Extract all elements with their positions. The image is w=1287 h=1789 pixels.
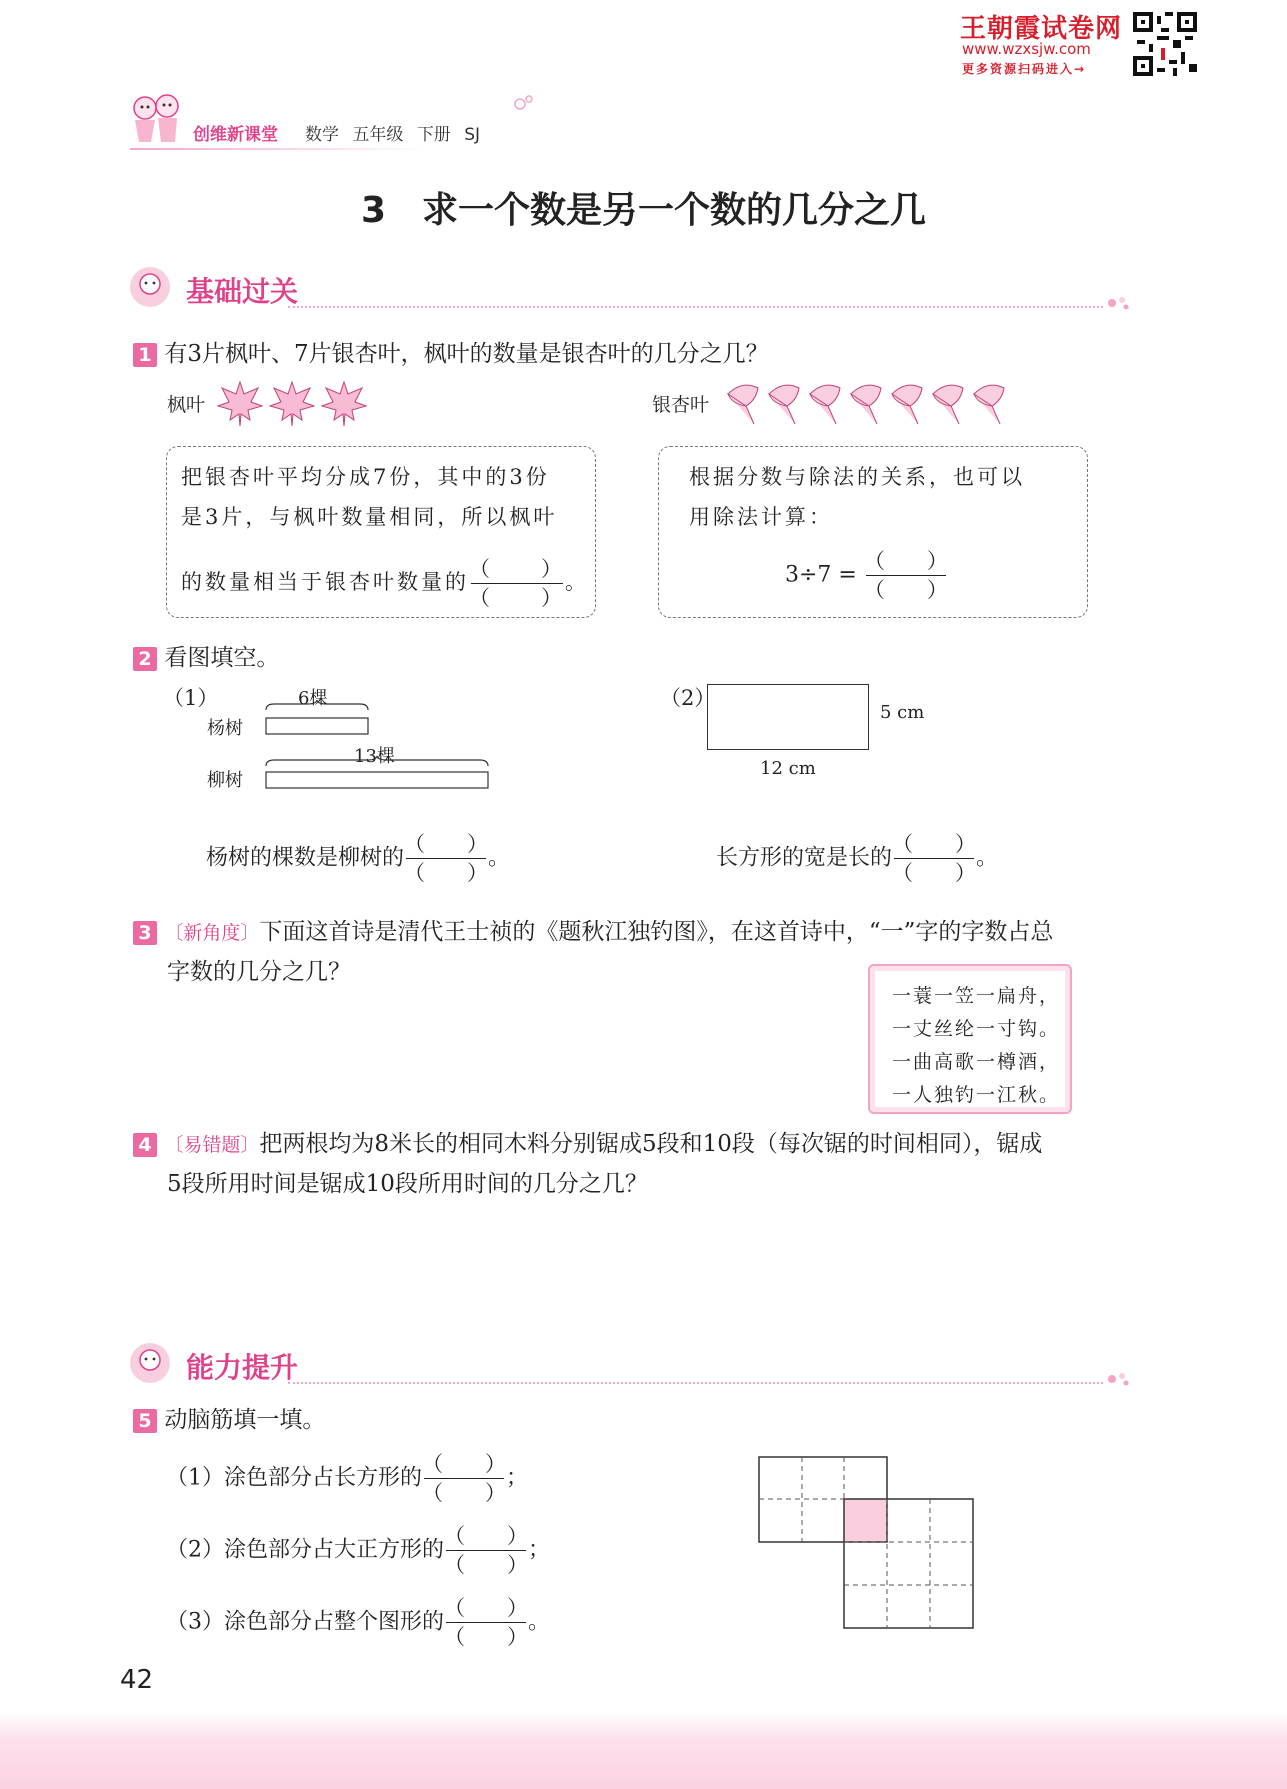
series-name: 创维新课堂 [193, 125, 278, 145]
page-title: 3 求一个数是另一个数的几分之几 [360, 190, 927, 231]
shaded-cell [844, 1499, 887, 1542]
q2-answer1 [206, 830, 510, 887]
q5-stem [133, 1400, 325, 1440]
punct: 。 [528, 1609, 551, 1635]
rectangle-figure [707, 684, 869, 750]
q1-right-expression [785, 547, 948, 604]
section-divider [288, 306, 1103, 308]
q2-answer2-fraction[interactable] [892, 830, 976, 887]
header-rule [130, 148, 430, 150]
section-advanced-title: 能力提升 [186, 1351, 299, 1384]
edition: SJ [464, 125, 481, 145]
q5-item-2-text: （2）涂色部分占大正方形的 [166, 1537, 444, 1563]
q1-number: 1 [133, 343, 157, 367]
q4-stem [133, 1124, 1133, 1165]
brand-title: 王朝霞试卷网 [960, 14, 1123, 44]
q5-item-1-text: （1）涂色部分占长方形的 [166, 1465, 422, 1491]
ginkgo-leaf-icon [728, 385, 758, 424]
poem-lines [892, 980, 1060, 1112]
period: 。 [565, 570, 589, 594]
ginkgo-leaf-icon [769, 385, 799, 424]
denominator-blank[interactable]: （ ） [444, 1553, 528, 1577]
q2-text: 看图填空。 [164, 645, 280, 671]
q1-text: 有3片枫叶、7片银杏叶，枫叶的数量是银杏叶的几分之几？ [164, 341, 769, 367]
q2-answer2 [716, 830, 998, 887]
q2-part2-label: （2） [660, 686, 716, 710]
brand-scan-hint: 更多资源扫码进入→ [962, 62, 1087, 76]
dots-icon [1106, 294, 1132, 312]
poplar-count: 6棵 [298, 688, 328, 709]
ginkgo-leaf-icon [892, 385, 922, 424]
q2-answer1-fraction[interactable] [404, 830, 488, 887]
q2-number: 2 [133, 647, 157, 671]
willow-label: 柳树 [207, 770, 243, 791]
numerator-blank[interactable]: （ ） [892, 832, 977, 856]
denominator-blank[interactable]: （ ） [444, 1625, 528, 1649]
q5-item-1-fraction[interactable] [422, 1450, 506, 1507]
q5-grid-figure [758, 1456, 980, 1632]
q4-number: 4 [133, 1133, 157, 1157]
q1-left-answer-fraction[interactable] [469, 555, 565, 612]
rect-width-label: 5 cm [880, 702, 925, 723]
footer-band [0, 1712, 1287, 1789]
q1-left-line1: 把银杏叶平均分成7份，其中的3份 [181, 465, 550, 489]
q1-stem [133, 334, 769, 374]
sparkle-icon [512, 92, 536, 114]
rect-length-label: 12 cm [760, 758, 816, 779]
q1-hint-box-left [166, 446, 596, 618]
numerator-blank[interactable]: （ ） [404, 832, 489, 856]
q4-tag: 〔易错题〕 [164, 1134, 260, 1156]
q1-right-answer-fraction[interactable] [864, 547, 948, 604]
section-advanced-header [128, 1340, 1130, 1388]
q5-item-3-fraction[interactable] [444, 1594, 528, 1651]
numerator-blank[interactable]: （ ） [863, 549, 948, 573]
brand-url[interactable]: www.wzxsjw.com [962, 40, 1091, 58]
q3-number: 3 [133, 921, 157, 945]
denominator-blank[interactable]: （ ） [404, 861, 489, 885]
denominator-blank[interactable]: （ ） [469, 586, 565, 610]
numerator-blank[interactable]: （ ） [469, 557, 565, 581]
grade: 五年级 [352, 125, 404, 145]
ginkgo-leaf-icon [933, 385, 963, 424]
q1-hint-box-right [658, 446, 1088, 618]
q5-text: 动脑筋填一填。 [164, 1407, 326, 1433]
numerator-blank[interactable]: （ ） [422, 1452, 506, 1476]
maple-label: 枫叶 [167, 394, 206, 416]
denominator-blank[interactable]: （ ） [863, 578, 948, 602]
section-badge-icon [128, 1340, 176, 1386]
q1-right-line2: 用除法计算： [689, 505, 833, 529]
q2-part1-label: （1） [163, 686, 219, 710]
denominator-blank[interactable]: （ ） [892, 861, 977, 885]
period: 。 [976, 845, 999, 871]
q3-stem [133, 912, 1133, 953]
q4-line1: 把两根均为8米长的相同木料分别锯成5段和10段（每次锯的时间相同），锯成 [259, 1131, 1043, 1157]
period: 。 [488, 845, 511, 871]
ginkgo-leaf-icon [810, 385, 840, 424]
q1-left-line3-text: 的数量相当于银杏叶数量的 [181, 570, 469, 594]
q5-item-1 [166, 1450, 528, 1507]
maple-leaf-icon [270, 382, 314, 426]
poem-card [868, 964, 1072, 1114]
q2-stem [133, 638, 279, 678]
dots-icon [1106, 1370, 1132, 1388]
q1-left-line3 [181, 555, 589, 612]
maple-leaf-icon [218, 382, 262, 426]
q1-right-line1: 根据分数与除法的关系，也可以 [689, 465, 1025, 489]
section-basic-title: 基础过关 [186, 275, 299, 308]
ginkgo-leaves [720, 378, 1020, 430]
q2-answer1-text: 杨树的棵数是柳树的 [206, 845, 405, 871]
section-basic-header [128, 264, 1130, 312]
ginkgo-leaf-icon [974, 385, 1004, 424]
q3-line2: 字数的几分之几？ [167, 959, 351, 985]
numerator-blank[interactable]: （ ） [444, 1524, 528, 1548]
poplar-label: 杨树 [207, 718, 243, 739]
maple-leaves [214, 380, 374, 428]
poem-line-4: 一人独钓一江秋。 [892, 1084, 1061, 1106]
tree-count-braces [260, 700, 500, 796]
q5-item-3 [166, 1594, 550, 1651]
poem-line-2: 一丈丝纶一寸钩。 [892, 1018, 1061, 1040]
q5-number: 5 [133, 1409, 157, 1433]
punct: ； [506, 1465, 529, 1491]
kids-mascot-icon [125, 90, 190, 150]
maple-leaf-icon [322, 382, 366, 426]
poem-line-1: 一蓑一笠一扁舟， [892, 985, 1061, 1007]
qr-code-icon[interactable] [1133, 12, 1197, 76]
q2-answer2-text: 长方形的宽是长的 [716, 845, 893, 871]
section-badge-icon [128, 264, 176, 310]
denominator-blank[interactable]: （ ） [422, 1481, 506, 1505]
q5-item-2 [166, 1522, 550, 1579]
subject: 数学 [305, 125, 339, 145]
q4-line2: 5段所用时间是锯成10段所用时间的几分之几？ [167, 1171, 648, 1197]
volume: 下册 [416, 125, 451, 145]
division-expression: 3÷7 = [785, 562, 857, 588]
poem-line-3: 一曲高歌一樽酒， [892, 1051, 1061, 1073]
q5-item-2-fraction[interactable] [444, 1522, 528, 1579]
ginkgo-leaf-icon [851, 385, 881, 424]
book-info [305, 120, 488, 145]
numerator-blank[interactable]: （ ） [444, 1596, 528, 1620]
willow-count: 13棵 [354, 746, 395, 767]
q3-line1: 下面这首诗是清代王士祯的《题秋江独钓图》，在这首诗中，“一”字的字数占总 [259, 919, 1054, 945]
q3-tag: 〔新角度〕 [164, 922, 260, 944]
page-number: 42 [120, 1665, 154, 1695]
ginkgo-label: 银杏叶 [652, 394, 710, 416]
punct: ； [528, 1537, 551, 1563]
q1-left-line2: 是3片，与枫叶数量相同，所以枫叶 [181, 505, 558, 529]
section-divider [288, 1382, 1103, 1384]
q5-item-3-text: （3）涂色部分占整个图形的 [166, 1609, 444, 1635]
